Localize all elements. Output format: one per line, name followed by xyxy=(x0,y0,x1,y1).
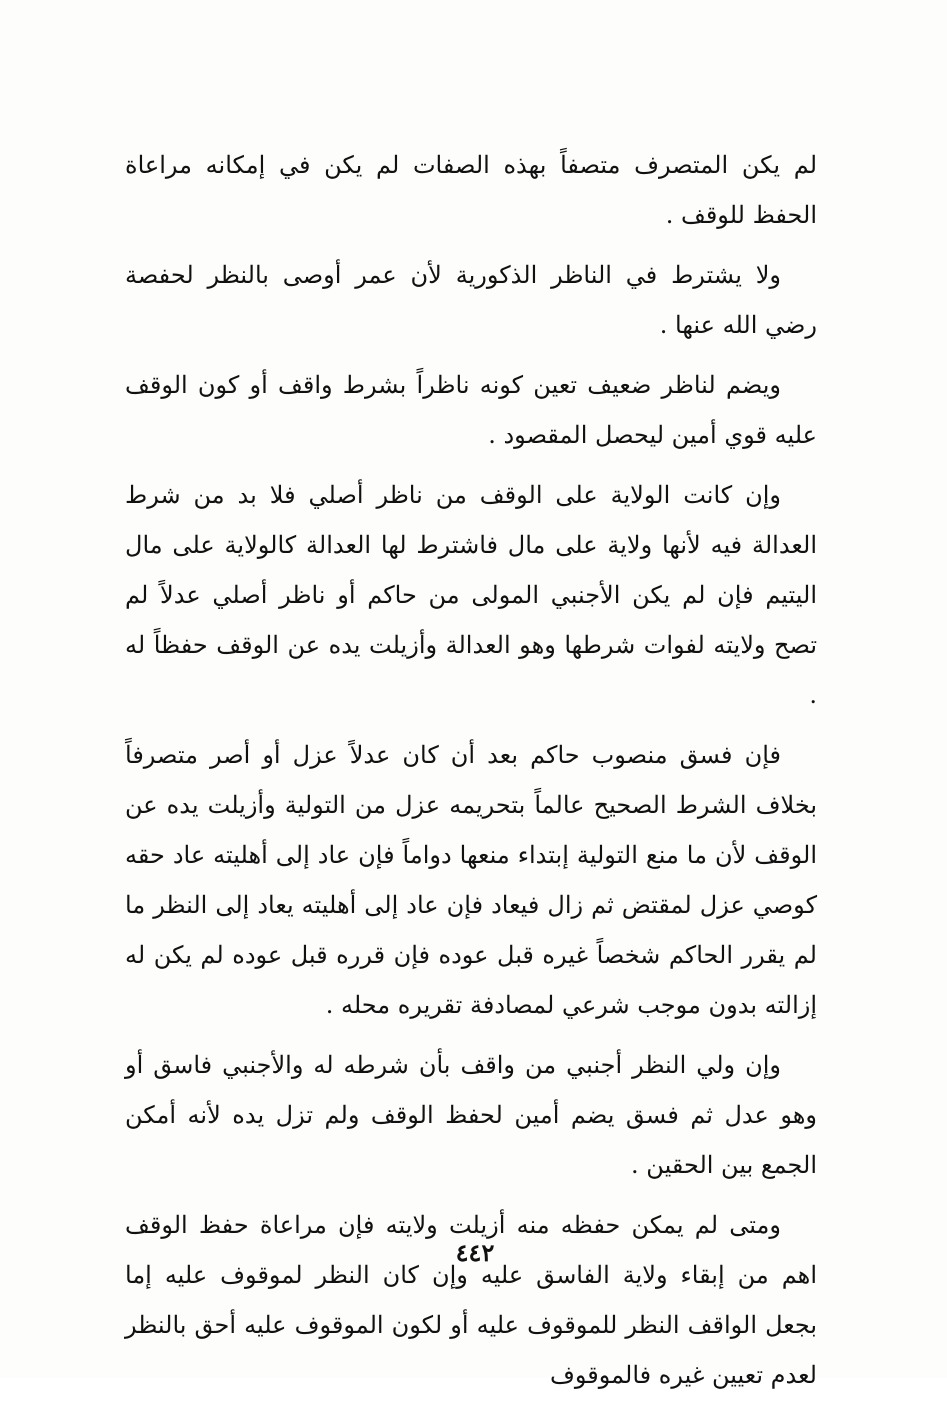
page-number: ٤٤٢ xyxy=(455,1238,495,1267)
paragraph-7: ومتى لم يمكن حفظه منه أزيلت ولايته فإن مراعاة حفظ الوقف اهم من إبقاء ولاية الفاسق عليه وإن كان النظر لموقوف عليه إما بجعل الواقف النظر للموقوف عليه أو لكون الموقوف عليه أحق بالنظر لعدم تعيين غيره فالموقوف xyxy=(125,1211,817,1389)
body-text xyxy=(125,140,817,1410)
paragraph-6: وإن ولي النظر أجنبي من واقف بأن شرطه له والأجنبي فاسق أو وهو عدل ثم فسق يضم أمين لحفظ الوقف ولم تزل يده لأنه أمكن الجمع بين الحقين . xyxy=(125,1051,817,1179)
paragraph-4: وإن كانت الولاية على الوقف من ناظر أصلي فلا بد من شرط العدالة فيه لأنها ولاية على مال فاشترط لها العدالة كالولاية على مال اليتيم فإن لم يكن الأجنبي المولى من حاكم أو ناظر أصلي عدلاً لم تصح ولايته لفوات شرطها وهو العدالة وأزيلت يده عن الوقف حفظاً له . xyxy=(125,481,817,709)
paragraph-5: فإن فسق منصوب حاكم بعد أن كان عدلاً عزل أو أصر متصرفاً بخلاف الشرط الصحيح عالماً بتحريمه عزل من التولية وأزيلت يده عن الوقف لأن ما منع التولية إبتداء منعها دواماً فإن عاد إلى أهليته عاد حقه كوصي عزل لمقتض ثم زال فيعاد فإن عاد إلى أهليته يعاد إلى النظر ما لم يقرر الحاكم شخصاً غيره قبل عوده فإن قرره قبل عوده لم يكن له إزالته بدون موجب شرعي لمصادفة تقريره محله . xyxy=(125,741,817,1019)
paragraph-1: لم يكن المتصرف متصفاً بهذه الصفات لم يكن في إمكانه مراعاة الحفظ للوقف . xyxy=(125,151,817,229)
paragraph-2: ولا يشترط في الناظر الذكورية لأن عمر أوصى بالنظر لحفصة رضي الله عنها . xyxy=(125,261,817,339)
paragraph-3: ويضم لناظر ضعيف تعين كونه ناظراً بشرط واقف أو كون الوقف عليه قوي أمين ليحصل المقصود . xyxy=(125,371,817,449)
